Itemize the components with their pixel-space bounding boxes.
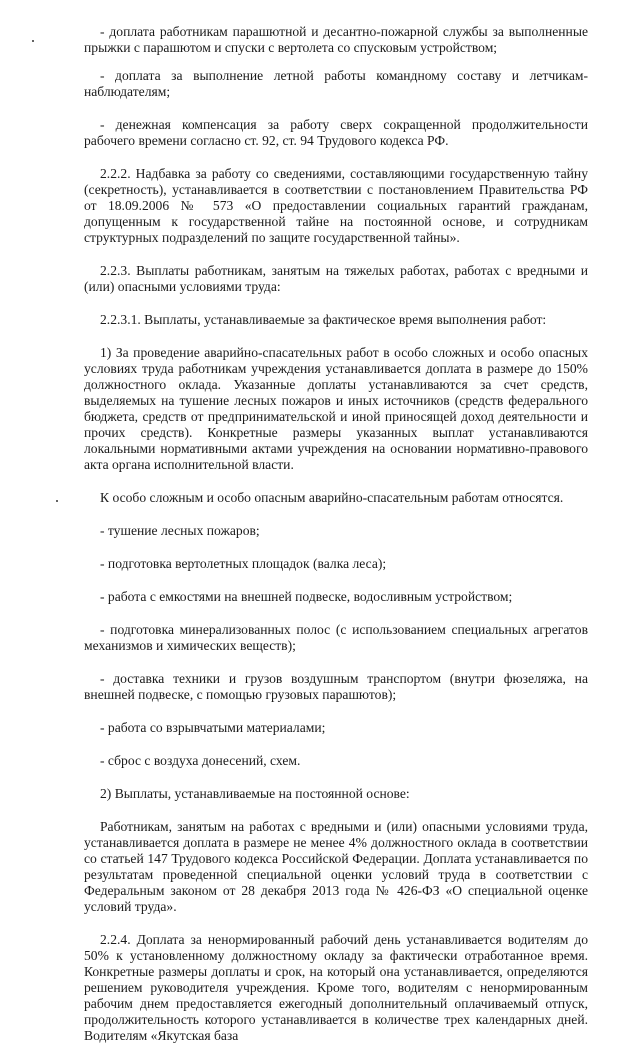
list-item-explosives: - работа со взрывчатыми материалами;: [100, 720, 326, 735]
paragraph-rescue-work-payment: 1) За проведение аварийно-спасательных работ в особо сложных и особо опасных условиях труда работникам учреждения устанавливается доплата в размере до 150% должностного оклада. Указанные доплаты устанавливаются за счет средств, выделяемых на тушение лесных пожаров и иных источников (средств федерального бюджета, средств от предпринимательской и иной приносящей доход деятельности и прочих средств). Конкретные размеры указанных выплат устанавливаются локальными нормативными актами учреждения на основании нормативно-правового акта органа исполнительной власти.: [84, 345, 588, 472]
list-item-external-sling-work: - работа с емкостями на внешней подвеске, водосливным устройством;: [100, 589, 513, 604]
paragraph-overtime-compensation: - денежная компенсация за работу сверх сокращенной продолжительности рабочего времени согласно ст. 92, ст. 94 Трудового кодекса РФ.: [84, 117, 588, 148]
paragraph-parachute-payment: - доплата работникам парашютной и десантно-пожарной службы за выполненные прыжки с парашютом и спуски с вертолета со спусковым устройством;: [84, 24, 588, 55]
scan-speck: [56, 500, 58, 502]
list-item-air-transport: - доставка техники и грузов воздушным транспортом (внутри фюзеляжа, на внешней подвеске, с помощью грузовых парашютов);: [84, 671, 588, 702]
paragraph-2-2-3-hazardous-work: 2.2.3. Выплаты работникам, занятым на тяжелых работах, работах с вредными и (или) опасными условиями труда:: [84, 263, 588, 294]
paragraph-flight-work-payment: - доплата за выполнение летной работы командному составу и летчикам-наблюдателям;: [84, 68, 588, 99]
paragraph-harmful-conditions-payment: Работникам, занятым на работах с вредными и (или) опасными условиями труда, устанавливается доплата в размере не менее 4% должностного оклада в соответствии со статьей 147 Трудового кодекса Российской Федерации. Доплата устанавливается по результатам проведенной специальной оценки условий труда в соответствии с Федеральным законом от 28 декабря 2013 года № 426-ФЗ «О специальной оценке условий труда».: [84, 819, 588, 914]
list-item-mineralized-strips: - подготовка минерализованных полос (с использованием специальных агрегатов механизмов и химических веществ);: [84, 622, 588, 653]
scan-speck: [32, 40, 34, 42]
list-item-fire-extinguishing: - тушение лесных пожаров;: [100, 523, 260, 538]
list-item-helipad-preparation: - подготовка вертолетных площадок (валка леса);: [100, 556, 387, 571]
paragraph-rescue-work-list-intro: К особо сложным и особо опасным аварийно-спасательным работам относятся.: [100, 490, 564, 505]
paragraph-permanent-payments: 2) Выплаты, устанавливаемые на постоянной основе:: [100, 786, 410, 801]
list-item-air-drop-reports: - сброс с воздуха донесений, схем.: [100, 753, 301, 768]
paragraph-2-2-3-1-actual-time: 2.2.3.1. Выплаты, устанавливаемые за фактическое время выполнения работ:: [100, 312, 547, 327]
paragraph-2-2-4-irregular-hours: 2.2.4. Доплата за ненормированный рабочий день устанавливается водителям до 50% к установленному должностному окладу за фактически отработанное время. Конкретные размеры доплаты и срок, на который она устанавливается, определяются решением руководителя учреждения. Кроме того, водителям с ненормированным рабочим днем предоставляется ежегодный дополнительный оплачиваемый отпуск, продолжительность которого устанавливается в количестве трех календарных дней. Водителям «Якутская база: [84, 932, 588, 1043]
paragraph-2-2-2-secrecy-allowance: 2.2.2. Надбавка за работу со сведениями, составляющими государственную тайну (секретность), устанавливается в соответствии с постановлением Правительства РФ от 18.09.2006 № 573 «О предоставлении социальных гарантий гражданам, допущенным к государственной тайне на постоянной основе, и сотрудникам структурных подразделений по защите государственной тайны».: [84, 166, 588, 245]
